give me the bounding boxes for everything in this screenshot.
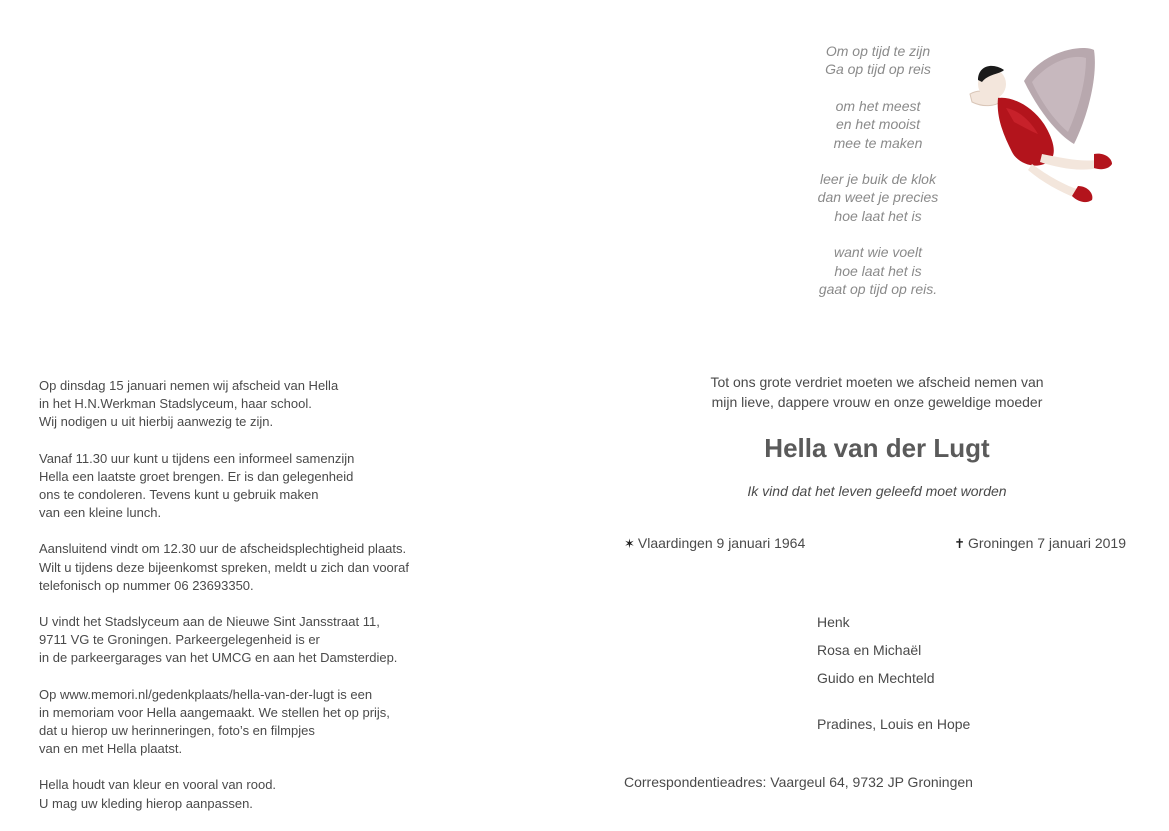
- deceased-name: Hella van der Lugt: [764, 433, 990, 463]
- angel-figurine-icon: [962, 36, 1140, 216]
- text-line: Hella houdt van kleur en vooral van rood.: [39, 777, 277, 793]
- text-line: in memoriam voor Hella aangemaakt. We stellen het op prijs,: [39, 704, 390, 720]
- motto: Ik vind dat het leven geleefd moet worden: [747, 483, 1007, 499]
- poem-stanza: [778, 170, 978, 225]
- poem: [778, 42, 978, 316]
- text-line: Hella een laatste groet brengen. Er is dan gelegenheid: [39, 468, 354, 484]
- text-line: in de parkeergarages van het UMCG en aan het Damsterdiep.: [39, 650, 398, 666]
- text-line: Vanaf 11.30 uur kunt u tijdens een informeel samenzijn: [39, 450, 355, 466]
- announcement-intro: [627, 373, 1127, 412]
- poem-line: Ga op tijd op reis: [825, 61, 931, 78]
- poem-line: gaat op tijd op reis.: [818, 281, 938, 298]
- text-line: van en met Hella plaatst.: [39, 741, 183, 757]
- poem-stanza: [778, 42, 978, 79]
- text-line: in het H.N.Werkman Stadslyceum, haar school.: [39, 396, 312, 412]
- text-line: van een kleine lunch.: [39, 505, 162, 521]
- birth-text: Vlaardingen 9 januari 1964: [637, 535, 806, 551]
- text-line: ons te condoleren. Tevens kunt u gebruik maken: [39, 487, 319, 503]
- family-member: Guido en Mechteld: [817, 670, 935, 686]
- intro-line: Tot ons grote verdriet moeten we afscheid nemen van: [710, 374, 1044, 390]
- text-line: telefonisch op nummer 06 23693350.: [39, 577, 254, 593]
- intro-line: mijn lieve, dappere vrouw en onze geweldige moeder: [711, 393, 1043, 410]
- poem-line: hoe laat het is: [834, 207, 922, 224]
- poem-line: dan weet je precies: [817, 189, 939, 206]
- text-line: 9711 VG te Groningen. Parkeergelegenheid is er: [39, 632, 320, 648]
- text-line: U vindt het Stadslyceum aan de Nieuwe Sint Jansstraat 11,: [39, 614, 380, 630]
- text-line: Op www.memori.nl/gedenkplaats/hella-van-der-lugt is een: [39, 686, 373, 702]
- birth-info: [624, 535, 805, 552]
- text-line: Op dinsdag 15 januari nemen wij afscheid van Hella: [39, 378, 339, 393]
- family-list: [817, 608, 970, 738]
- text-line: U mag uw kleding hierop aanpassen.: [39, 795, 253, 811]
- poem-line: want wie voelt: [834, 244, 922, 261]
- poem-line: om het meest: [835, 97, 921, 114]
- poem-line: en het mooist: [835, 116, 921, 133]
- poem-line: hoe laat het is: [834, 262, 922, 279]
- poem-line: Om op tijd te zijn: [825, 43, 931, 59]
- ceremony-details: [39, 359, 459, 831]
- star-icon: ✶: [624, 536, 635, 551]
- family-pets: Pradines, Louis en Hope: [817, 716, 971, 732]
- poem-stanza: [778, 97, 978, 152]
- correspondence-address: Correspondentieadres: Vaargeul 64, 9732 JP Groningen: [624, 774, 973, 790]
- death-text: Groningen 7 januari 2019: [967, 535, 1126, 551]
- death-info: [954, 535, 1126, 552]
- poem-line: leer je buik de klok: [820, 171, 936, 188]
- cross-icon: ✝: [954, 536, 965, 551]
- text-line: Wilt u tijdens deze bijeenkomst spreken, meldt u zich dan vooraf: [39, 559, 409, 575]
- text-line: Aansluitend vindt om 12.30 uur de afscheidsplechtigheid plaats.: [39, 541, 407, 557]
- poem-stanza: [778, 243, 978, 298]
- family-member: Henk: [817, 614, 850, 630]
- text-line: Wij nodigen u uit hierbij aanwezig te zijn.: [39, 414, 274, 430]
- text-line: dat u hierop uw herinneringen, foto’s en filmpjes: [39, 723, 315, 739]
- family-member: Rosa en Michaël: [817, 642, 922, 658]
- poem-line: mee te maken: [833, 134, 923, 151]
